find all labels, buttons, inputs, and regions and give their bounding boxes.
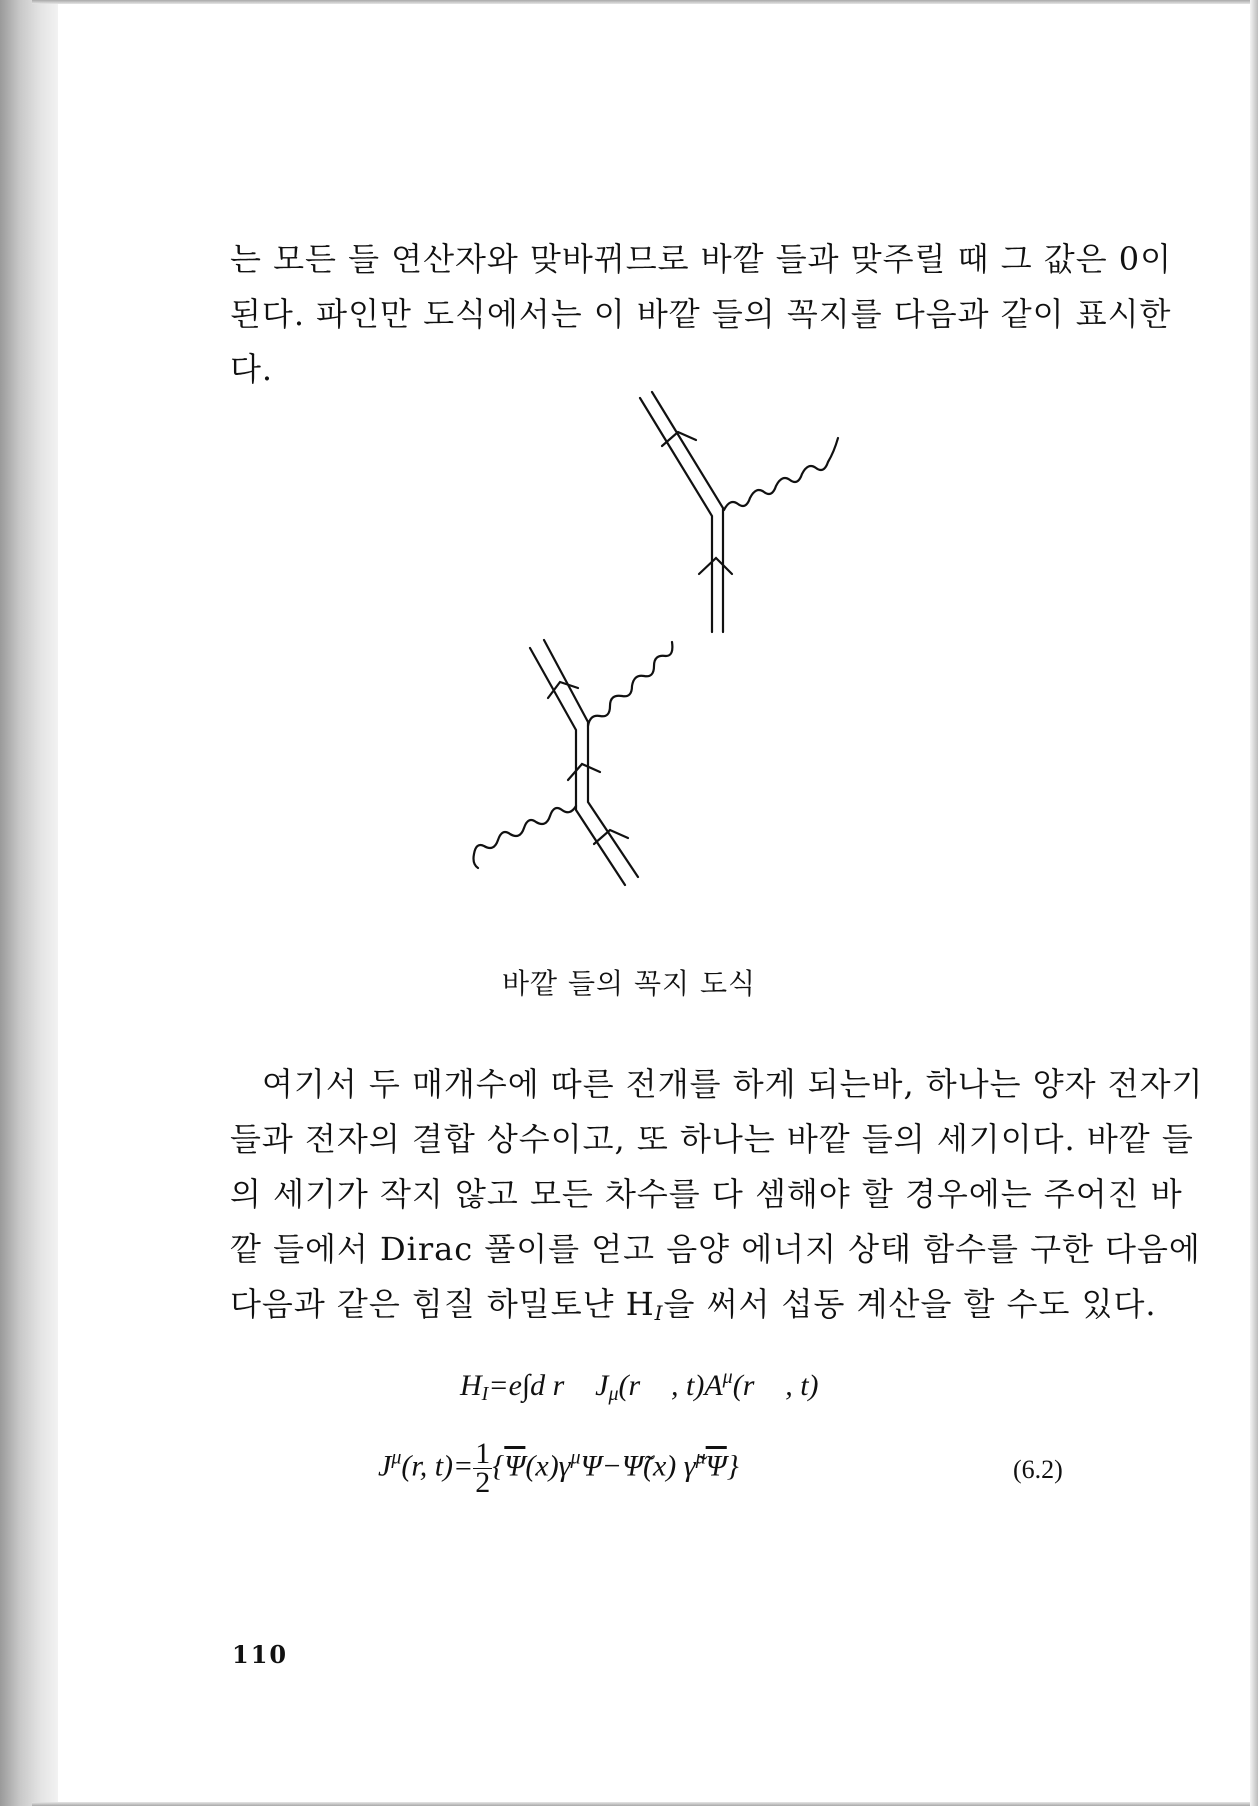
paragraph-2-line: 의 세기가 작지 않고 모든 차수를 다 셈해야 할 경우에는 주어진 바 <box>230 1175 1183 1213</box>
paragraph-2-line: 깥 들에서 Dirac 풀이를 얻고 음양 에너지 상태 함수를 구한 다음에 <box>230 1230 1201 1268</box>
paragraph-1-line: 된다. 파인만 도식에서는 이 바깥 들의 꼭지를 다음과 같이 표시한 <box>230 295 1172 333</box>
page-bottom-edge <box>32 1802 1258 1806</box>
paragraph-2-line <box>230 1277 1157 1341</box>
paragraph-2-line: 여기서 두 매개수에 따른 전개를 하게 되는바, 하나는 양자 전자기 <box>262 1065 1204 1103</box>
eq2-psi-tilde: Ψ̃ <box>621 1449 643 1483</box>
lower-fermion-line-a <box>530 648 625 885</box>
hamiltonian-subscript: I <box>654 1301 664 1325</box>
book-spine <box>0 0 58 1806</box>
feynman-vertex-diagram <box>440 380 860 920</box>
eq2-lhs-sup: μ <box>391 1446 402 1469</box>
eq2-brace-close: } <box>726 1449 739 1483</box>
paragraph-1-line: 다. <box>230 350 274 388</box>
lower-photon-line-lower <box>474 806 577 868</box>
paragraph-1-line: 는 모든 들 연산자와 맞바뀌므로 바깥 들과 맞주릴 때 그 값은 0이 <box>230 240 1173 278</box>
page-number: 110 <box>232 1640 289 1669</box>
lower-fermion-line-b <box>544 640 638 877</box>
eq2-part1: (x)γ <box>525 1449 571 1483</box>
lower-photon-line-upper <box>588 642 672 726</box>
eq1-rhs-mid: (r⃗ , t)A <box>618 1369 723 1402</box>
eq1-rhs-sup: μ <box>722 1366 733 1388</box>
eq2-lhs: J <box>378 1449 392 1483</box>
eq2-part2: Ψ− <box>580 1449 622 1483</box>
page-top-edge <box>32 0 1258 4</box>
eq2-lhs-args: (r, t)= <box>401 1449 474 1483</box>
paragraph-2 <box>230 1057 1204 1341</box>
page-right-edge <box>1250 0 1258 1806</box>
eq1-rhs: =e∫d r⃗ J <box>488 1369 609 1402</box>
paragraph-2-line: 들과 전자의 결합 상수이고, 또 하나는 바깥 들의 세기이다. 바깥 들 <box>230 1120 1194 1158</box>
eq2-frac-num: 1 <box>475 1437 491 1470</box>
eq2-part3: (x) γ̃ <box>643 1449 696 1483</box>
upper-photon-line <box>724 438 838 510</box>
eq2-fraction <box>473 1437 492 1499</box>
hamiltonian-outro-text: 을 써서 섭동 계산을 할 수도 있다. <box>663 1285 1157 1323</box>
eq2-psi-bar-2: $\overline{\Psi}$ <box>705 1449 727 1483</box>
equation-current <box>378 1437 739 1499</box>
eq1-lhs-sub: I <box>481 1383 489 1405</box>
eq2-psi-bar: $\overline{\Psi}$ <box>504 1449 526 1483</box>
eq2-frac-den: 2 <box>475 1466 491 1499</box>
equation-number: (6.2) <box>1013 1455 1063 1484</box>
eq1-lhs: H <box>460 1369 482 1402</box>
lower-arrow-mid <box>568 764 600 780</box>
hamiltonian-intro-text: 다음과 같은 힘질 하밀토냔 H <box>230 1285 655 1323</box>
eq1-rhs-sub: μ <box>608 1383 619 1405</box>
upper-arrow-bottom <box>699 558 732 574</box>
eq2-brace-open: { <box>492 1449 505 1483</box>
eq1-rhs-end: (r⃗ , t) <box>732 1369 819 1402</box>
eq2-part1-sup: μ <box>570 1446 581 1469</box>
eq2-part3-sup: μ <box>695 1446 706 1469</box>
paragraph-1 <box>230 232 1173 397</box>
figure-caption: 바깥 들의 꼭지 도식 <box>501 967 757 1000</box>
equation-hamiltonian <box>460 1366 819 1406</box>
